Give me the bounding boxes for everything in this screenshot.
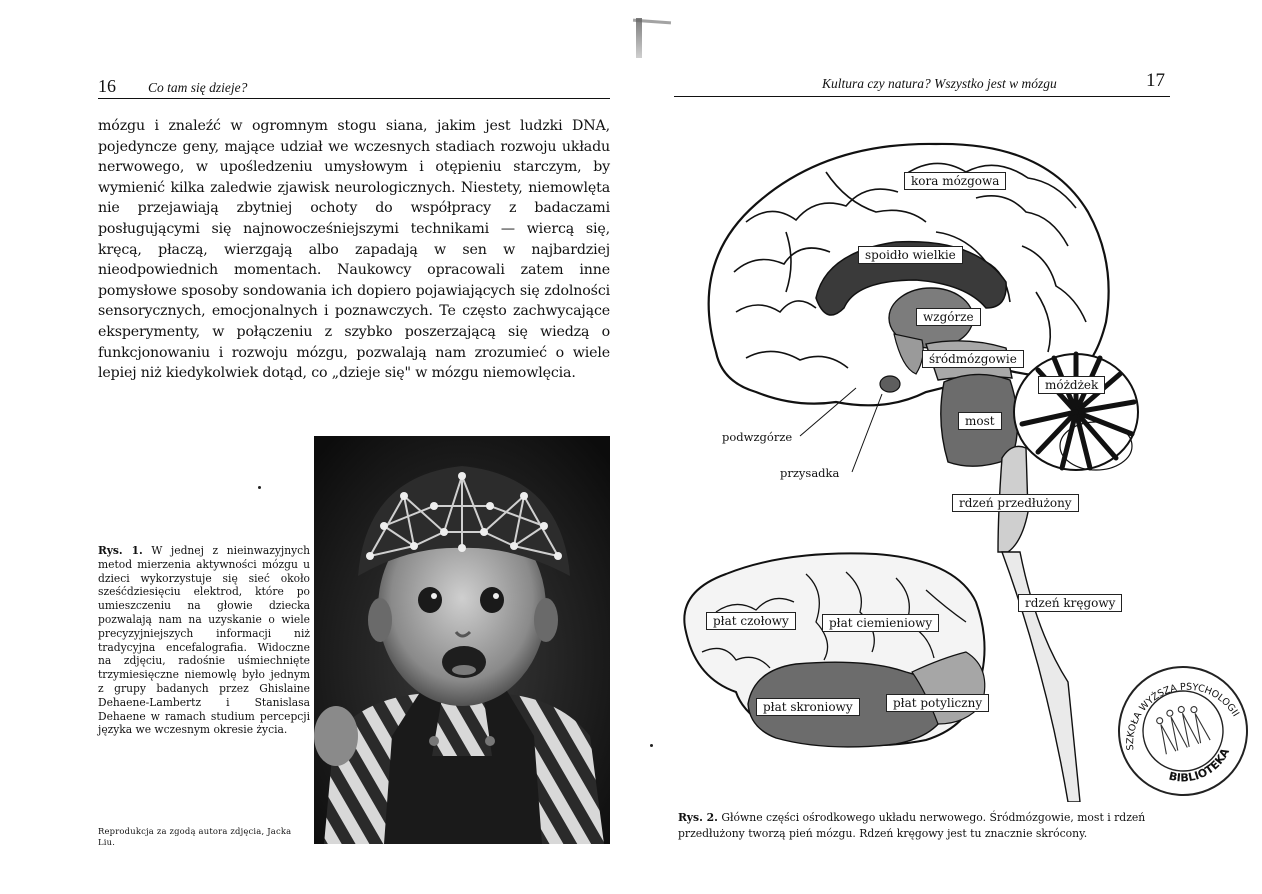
label-pituitary: przysadka xyxy=(780,466,840,480)
label-occipital-lobe: płat potyliczny xyxy=(886,694,989,712)
library-stamp xyxy=(1108,656,1258,806)
label-cerebellum: móżdżek xyxy=(1038,376,1105,394)
left-page-header xyxy=(98,76,610,99)
body-paragraph: mózgu i znaleźć w ogromnym stogu siana, jakim jest ludzki DNA, pojedyncze geny, mające udział we wczesnych stadiach rozwoju układu nerwowego, w upośledzeniu umysłowym i otępieniu starczym, by wymienić kilka zaledwie zjawisk neurologicznych. Niestety, niemowlęta nie przejawiają zbytniej ochoty do współpracy z badaczami posługującymi się najnowocześniejszymi technikami — wiercą się, kręcą, płaczą, wierzgają albo zapadają w sen w najbardziej nieodpowiednich momentach. Naukowcy opracowali zatem inne pomysłowe sposoby sondowania ich dopiero pojawiających się zdolności sensorycznych, emocjonalnych i poznawczych. Te często zachwycające eksperymenty, w połączeniu z szybko poszerzającą się wiedzą o funkcjonowaniu i rozwoju mózgu, pozwalają nam zrozumieć o wiele lepiej niż kiedykolwiek dotąd, co „dzieje się" w mózgu niemowlęcia. xyxy=(98,118,610,382)
right-page-header xyxy=(674,70,1170,97)
body-text xyxy=(98,116,610,384)
figure2-brain-diagram xyxy=(676,112,1176,802)
baby-eeg-photo xyxy=(314,436,610,844)
running-head-right: Kultura czy natura? Wszystko jest w mózgu xyxy=(822,76,1057,91)
label-pons: most xyxy=(958,412,1002,430)
figure2-caption xyxy=(678,810,1182,842)
speck xyxy=(650,744,653,747)
stamp-bottom-text: BIBLIOTEKA xyxy=(1167,746,1233,785)
svg-text:SZKOŁA WYŻSZA PSYCHOLOGII SPOŁ xyxy=(1108,656,1242,759)
library-stamp-seal xyxy=(1108,656,1258,806)
figure1-caption-label: Rys. 1. xyxy=(98,544,143,557)
speck xyxy=(258,486,261,489)
label-parietal-lobe: płat ciemieniowy xyxy=(822,614,939,632)
running-head-left: Co tam się dzieje? xyxy=(148,80,248,95)
stamp-top-text: SZKOŁA WYŻSZA PSYCHOLOGII xyxy=(1125,681,1242,751)
label-thalamus: wzgórze xyxy=(916,308,981,326)
label-cortex: kora mózgowa xyxy=(904,172,1006,190)
label-frontal-lobe: płat czołowy xyxy=(706,612,796,630)
label-corpus-callosum: spoidło wielkie xyxy=(858,246,963,264)
label-spinal-cord: rdzeń kręgowy xyxy=(1018,594,1122,612)
label-medulla: rdzeń przedłużony xyxy=(952,494,1079,512)
figure2-caption-text: Główne części ośrodkowego układu nerwowego. Śródmózgowie, most i rdzeń przedłużony tworzą pień mózgu. Rdzeń kręgowy jest tu znacznie skrócony. xyxy=(678,811,1146,840)
figure1-caption-text: W jednej z nieinwazyjnych metod mierzenia aktywności mózgu u dzieci wykorzystuje się sieć około sześćdziesięciu elektrod, które po umieszczeniu na głowie dziecka pozwalają nam na uzyskanie o wiele precyzyjniejszych informacji niż tradycyjna encefalografia. Widoczne na zdjęciu, radośnie uśmiechnięte trzymiesięczne niemowlę było jednym z grupy badanych przez Ghislaine Dehaene-Lambertz i Stanislasa Dehaene w ramach studium percepcji języka we wczesnym okresie życia. xyxy=(98,544,310,737)
book-gutter-mark xyxy=(636,18,642,58)
label-temporal-lobe: płat skroniowy xyxy=(756,698,860,716)
page-number-right: 17 xyxy=(1146,70,1165,91)
figure1-photo-baby-eeg-cap xyxy=(314,436,610,844)
figure1-credit: Reprodukcja za zgodą autora zdjęcia, Jacka Liu. xyxy=(98,826,292,847)
label-hypothalamus: podwzgórze xyxy=(722,430,793,444)
page-number-left: 16 xyxy=(98,76,116,96)
label-midbrain: śródmózgowie xyxy=(922,350,1024,368)
figure1-caption xyxy=(98,544,310,737)
figure2-caption-label: Rys. 2. xyxy=(678,811,718,824)
